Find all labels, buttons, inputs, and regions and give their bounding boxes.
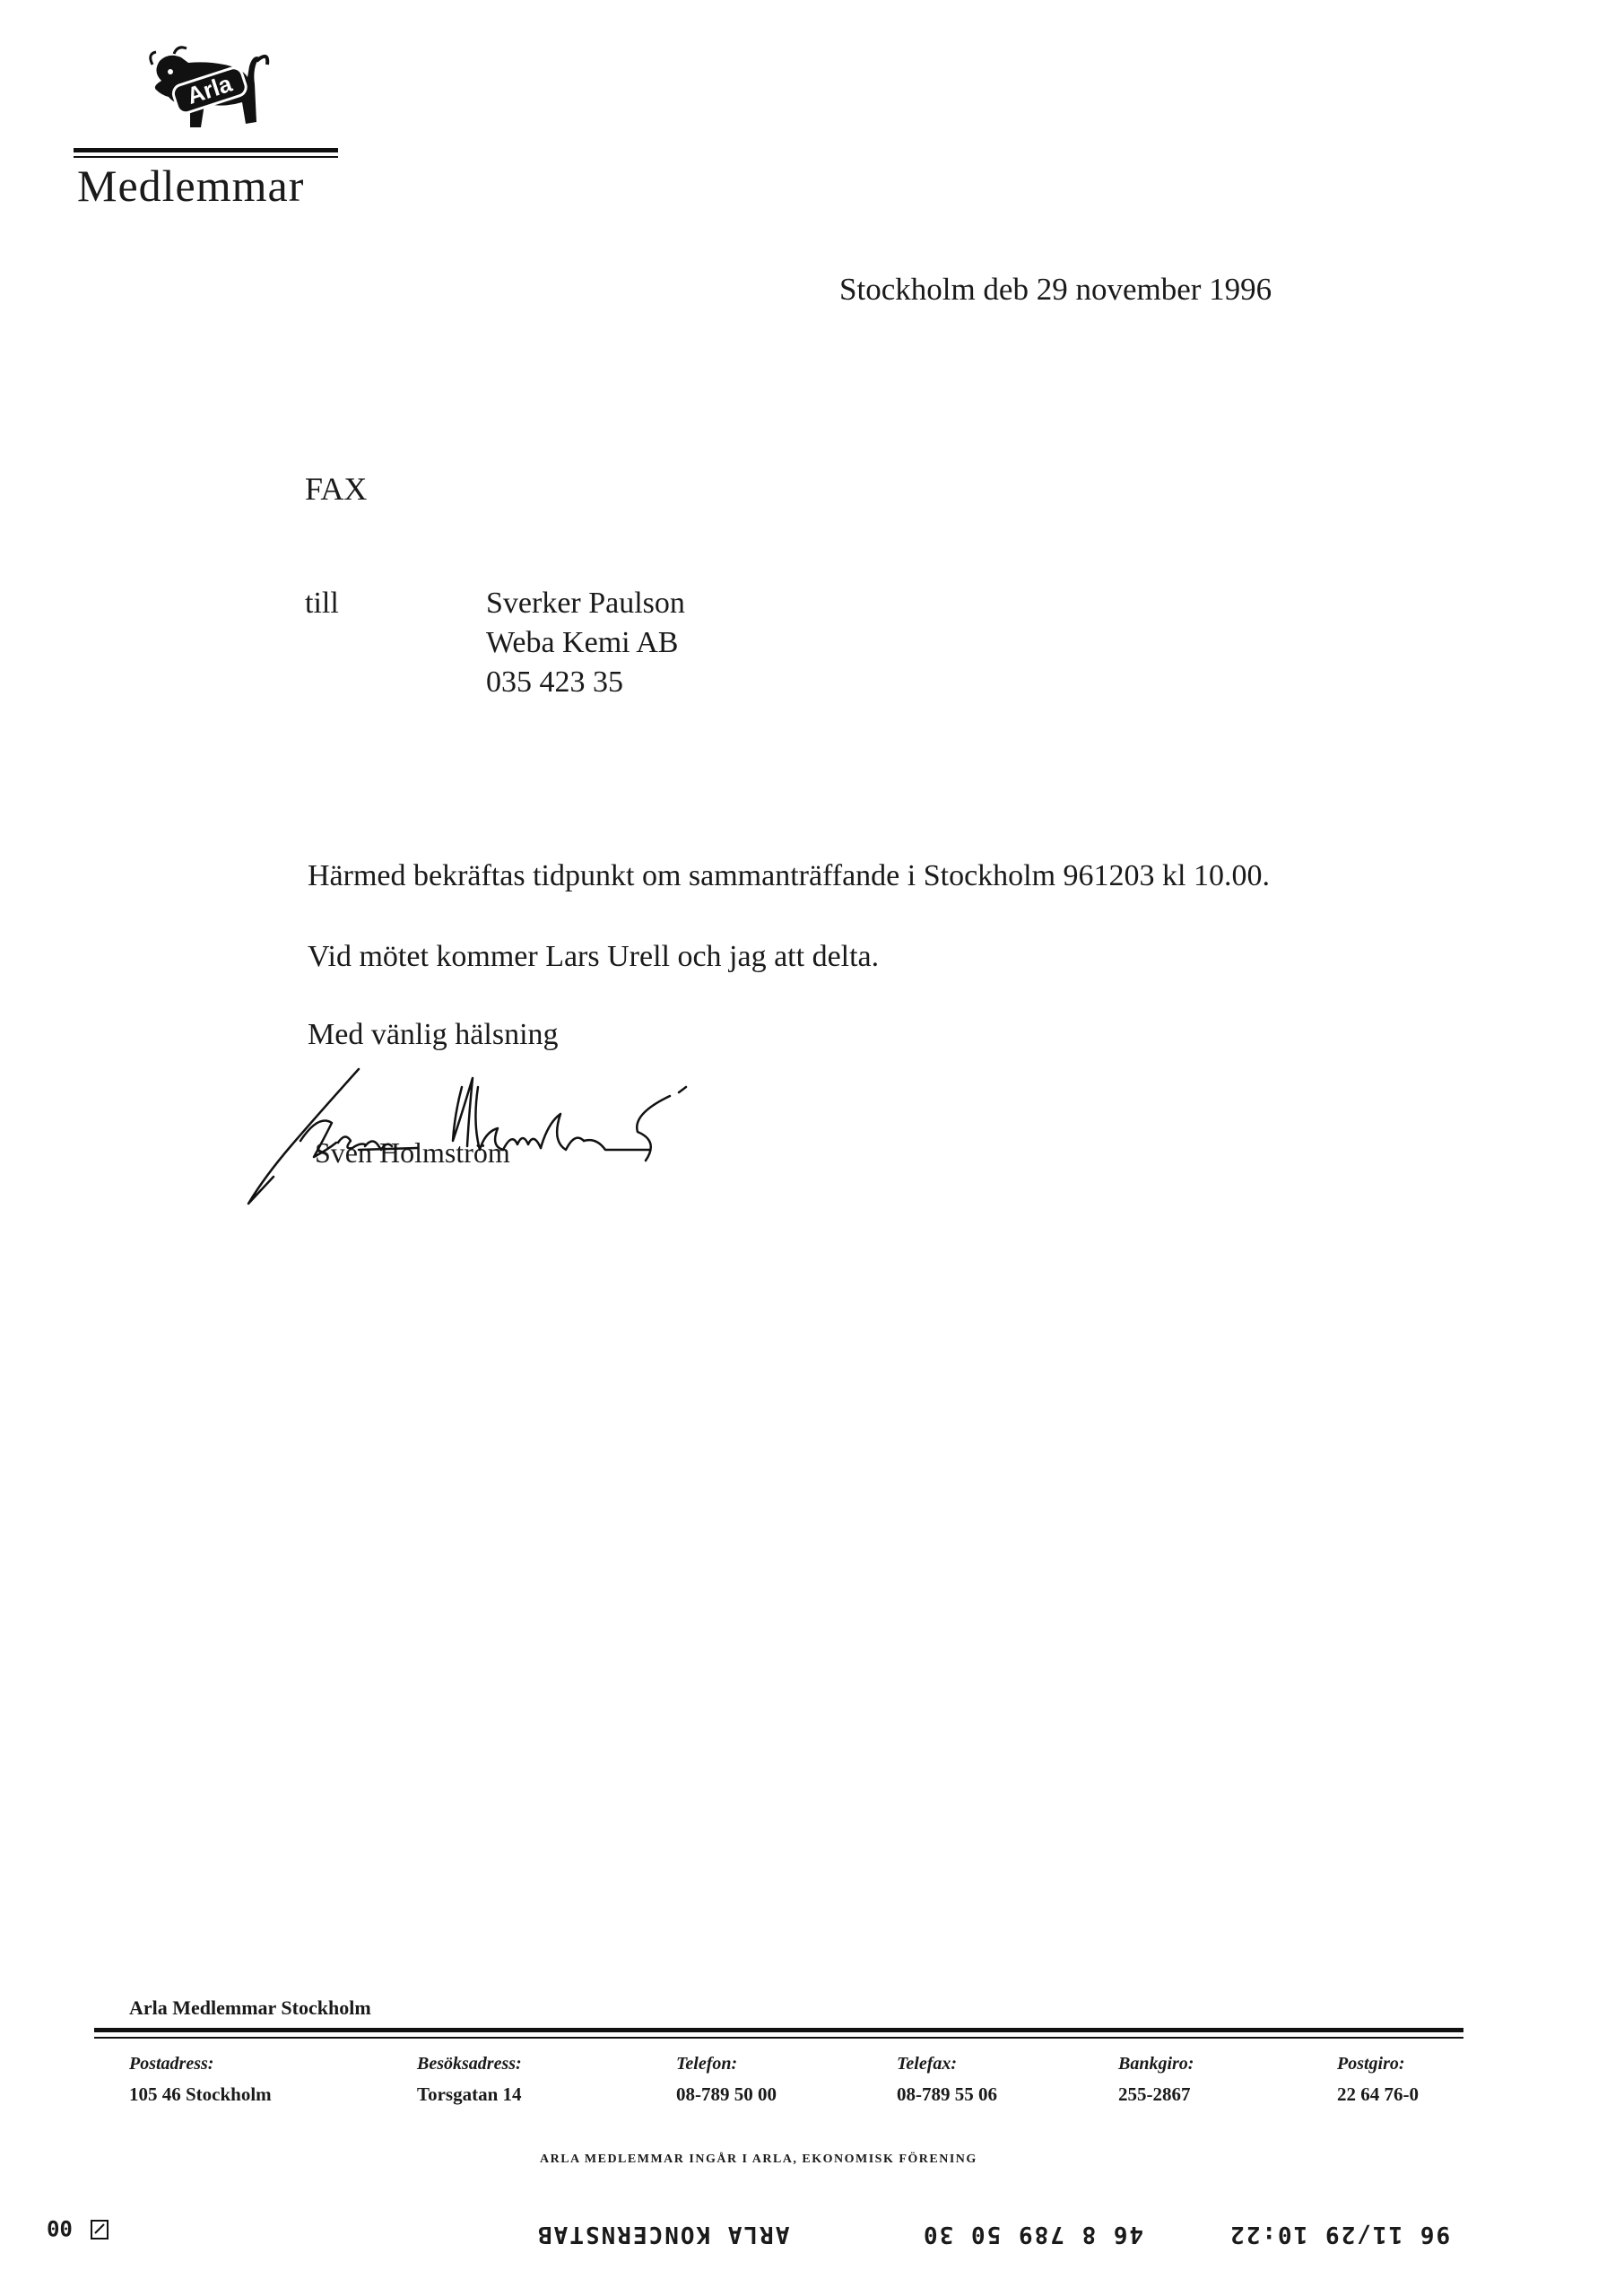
footer-label: Telefax: xyxy=(897,2054,958,2074)
fax-sender-number: 46 8 789 50 30 xyxy=(922,2221,1144,2248)
footer-value: 255-2867 xyxy=(1118,2083,1191,2105)
header-rule xyxy=(74,148,338,152)
fax-sender: ARLA KONCERNSTAB xyxy=(536,2221,790,2248)
footer-rule-thin xyxy=(94,2037,1463,2039)
footer-visiting-address xyxy=(417,2054,632,2106)
header-rule-thin xyxy=(74,156,338,158)
footer-label: Besöksadress: xyxy=(417,2054,522,2074)
footer-bankgiro xyxy=(1118,2054,1333,2106)
arla-logo xyxy=(135,45,278,151)
fax-page-icon xyxy=(90,2219,109,2240)
footer-phone xyxy=(676,2054,891,2106)
brand-name: Medlemmar xyxy=(77,161,305,211)
footer-company: Arla Medlemmar Stockholm xyxy=(129,1996,371,2019)
fax-page-number: 00 xyxy=(47,2215,73,2240)
recipient-fax-number: 035 423 35 xyxy=(486,665,623,699)
footer-fax xyxy=(897,2054,1112,2106)
footer-rule xyxy=(94,2028,1463,2032)
footer-value: 105 46 Stockholm xyxy=(129,2083,272,2105)
footer-value: 08-789 50 00 xyxy=(676,2083,777,2105)
footer-label: Postadress: xyxy=(129,2054,214,2074)
logo-text: Arla xyxy=(183,69,236,109)
footer-value: 08-789 55 06 xyxy=(897,2083,997,2105)
recipient-company: Weba Kemi AB xyxy=(486,626,679,659)
footer-label: Telefon: xyxy=(676,2054,738,2074)
footer-postgiro xyxy=(1337,2054,1552,2106)
signer-name: Sven Holmström xyxy=(315,1136,510,1169)
to-label: till xyxy=(305,587,339,620)
footer-label: Postgiro: xyxy=(1337,2054,1405,2074)
footer-label: Bankgiro: xyxy=(1118,2054,1194,2074)
body-paragraph-1: Härmed bekräftas tidpunkt om sammanträffande i Stockholm 961203 kl 10.00. xyxy=(308,859,1270,892)
recipient-name: Sverker Paulson xyxy=(486,587,685,620)
footer-value: 22 64 76-0 xyxy=(1337,2083,1419,2105)
document-type: FAX xyxy=(305,471,368,507)
closing: Med vänlig hälsning xyxy=(308,1018,559,1051)
footer-value: Torsgatan 14 xyxy=(417,2083,522,2105)
letter-date: Stockholm deb 29 november 1996 xyxy=(839,272,1272,307)
footer-note: ARLA MEDLEMMAR INGÅR I ARLA, EKONOMISK FÖRENING xyxy=(540,2152,977,2166)
fax-timestamp: 96 11/29 10:22 xyxy=(1229,2221,1451,2248)
footer-postal-address xyxy=(129,2054,344,2106)
body-paragraph-2: Vid mötet kommer Lars Urell och jag att delta. xyxy=(308,940,880,973)
handwritten-signature xyxy=(238,1060,731,1213)
